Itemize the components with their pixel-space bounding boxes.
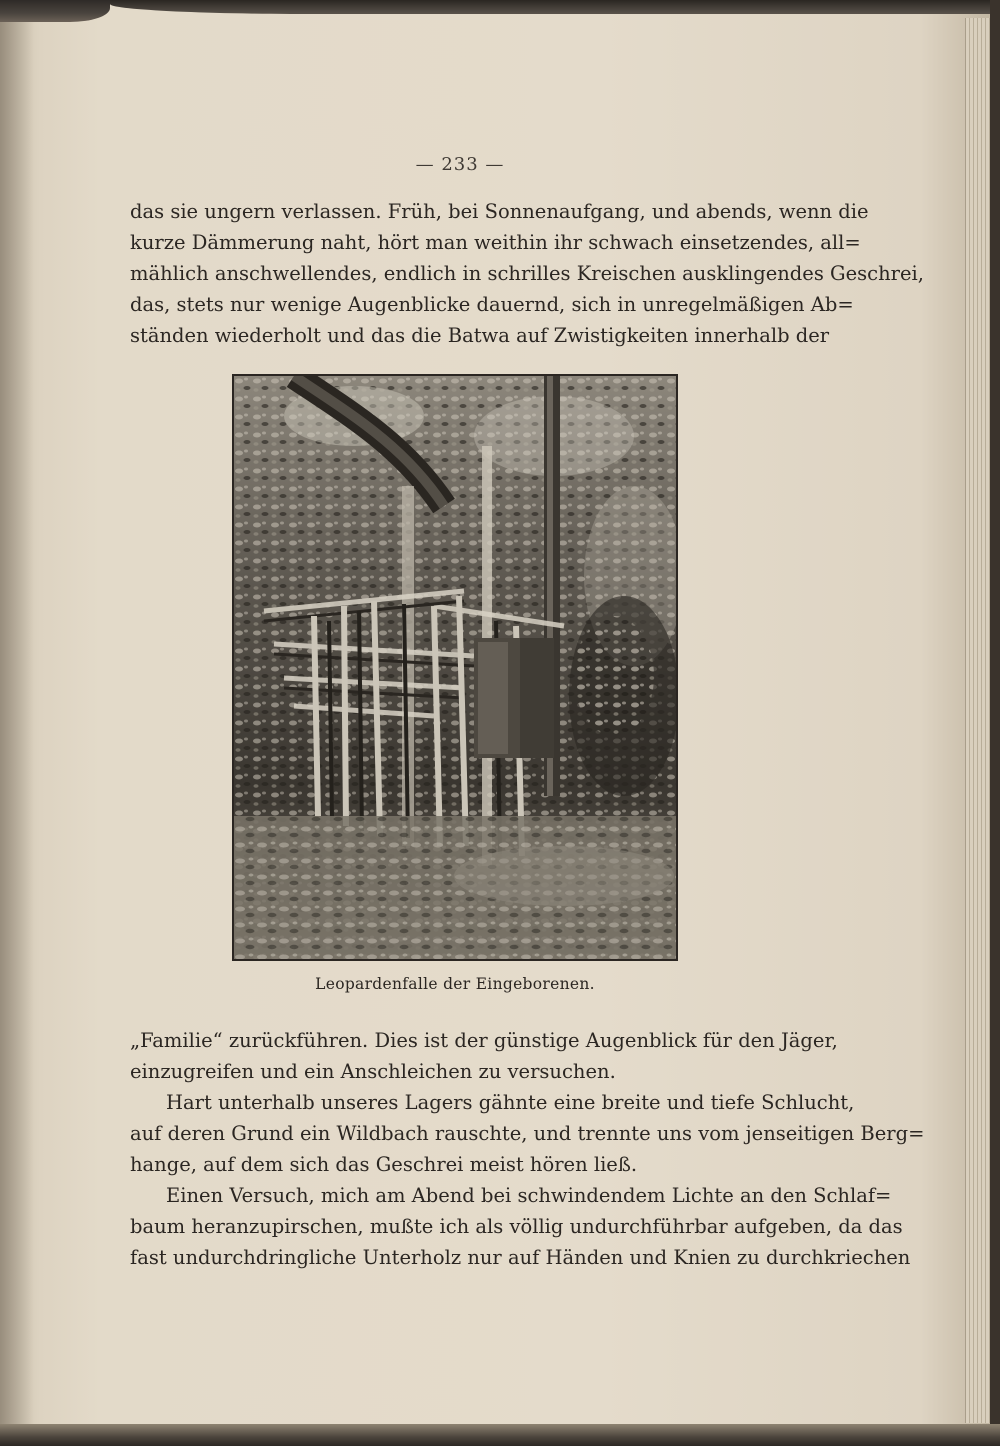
text-line: Einen Versuch, mich am Abend bei schwindendem Lichte an den Schlaf= bbox=[166, 1184, 892, 1207]
book-cover-corner bbox=[0, 0, 110, 22]
paragraph-top bbox=[130, 196, 924, 351]
paragraph-bottom bbox=[130, 1025, 925, 1273]
text-line: mählich anschwellendes, endlich in schrilles Kreischen ausklingendes Geschrei, bbox=[130, 262, 924, 285]
text-line: das sie ungern verlassen. Früh, bei Sonnenaufgang, und abends, wenn die bbox=[130, 200, 869, 223]
text-line: auf deren Grund ein Wildbach rauschte, und trennte uns vom jenseitigen Berg= bbox=[130, 1122, 925, 1145]
text-line: einzugreifen und ein Anschleichen zu versuchen. bbox=[130, 1060, 616, 1083]
cover-right-edge bbox=[990, 0, 1000, 1446]
text-line: baum heranzupirschen, mußte ich als völlig undurchführbar aufgeben, da das bbox=[130, 1215, 903, 1238]
figure-photo-leopard-trap bbox=[232, 374, 678, 961]
text-line: kurze Dämmerung naht, hört man weithin ihr schwach einsetzendes, all= bbox=[130, 231, 861, 254]
figure-caption: Leopardenfalle der Eingeborenen. bbox=[315, 975, 595, 993]
text-line: „Familie“ zurückführen. Dies ist der günstige Augenblick für den Jäger, bbox=[130, 1029, 838, 1052]
text-line: ständen wiederholt und das die Batwa auf Zwistigkeiten innerhalb der bbox=[130, 324, 830, 347]
text-line: das, stets nur wenige Augenblicke dauernd, sich in unregelmäßigen Ab= bbox=[130, 293, 854, 316]
text-line: Hart unterhalb unseres Lagers gähnte eine breite und tiefe Schlucht, bbox=[166, 1091, 855, 1114]
text-line: fast undurchdringliche Unterholz nur auf Händen und Knien zu durchkriechen bbox=[130, 1246, 911, 1269]
gutter-shadow bbox=[0, 0, 34, 1446]
page-number: — 233 — bbox=[415, 154, 505, 175]
cover-bottom-edge bbox=[0, 1424, 1000, 1446]
book-cover-edge bbox=[110, 0, 990, 14]
text-line: hange, auf dem sich das Geschrei meist hören ließ. bbox=[130, 1153, 638, 1176]
